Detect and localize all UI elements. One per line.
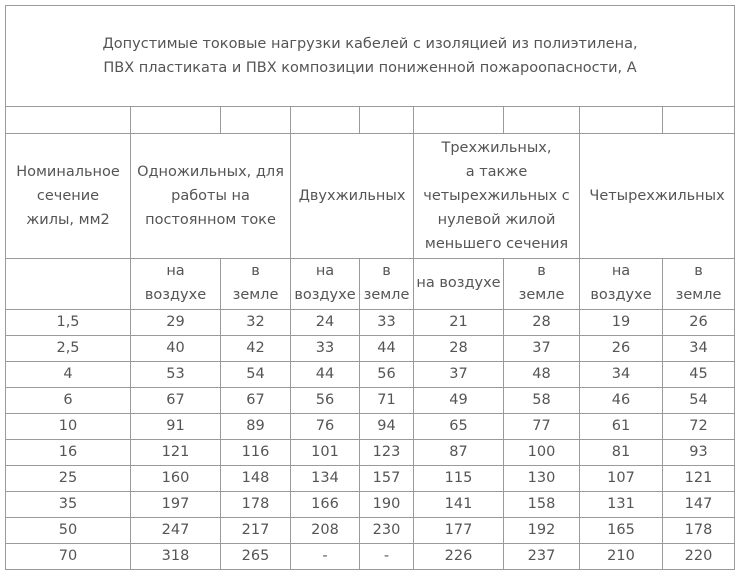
section-cell: 1,5 bbox=[6, 310, 131, 336]
value-cell: 197 bbox=[131, 492, 221, 518]
value-cell: 72 bbox=[663, 414, 735, 440]
table-row bbox=[6, 492, 735, 518]
subheader-empty bbox=[6, 259, 131, 310]
section-cell: 50 bbox=[6, 518, 131, 544]
value-cell: 94 bbox=[360, 414, 414, 440]
value-cell: 134 bbox=[291, 466, 360, 492]
table-title-line-2: ПВХ пластиката и ПВХ композиции пониженной пожароопасности, А bbox=[103, 60, 637, 76]
value-cell: 28 bbox=[504, 310, 580, 336]
value-cell: 237 bbox=[504, 544, 580, 570]
value-cell: 148 bbox=[221, 466, 291, 492]
subheader-row bbox=[6, 259, 735, 310]
value-cell: 34 bbox=[580, 362, 663, 388]
value-cell: 178 bbox=[663, 518, 735, 544]
value-cell: 157 bbox=[360, 466, 414, 492]
subheader-air: на воздухе bbox=[291, 259, 360, 310]
value-cell: 58 bbox=[504, 388, 580, 414]
value-cell: 40 bbox=[131, 336, 221, 362]
value-cell: 208 bbox=[291, 518, 360, 544]
value-cell: - bbox=[291, 544, 360, 570]
table-row bbox=[6, 310, 735, 336]
value-cell: 32 bbox=[221, 310, 291, 336]
value-cell: 93 bbox=[663, 440, 735, 466]
value-cell: 230 bbox=[360, 518, 414, 544]
value-cell: 147 bbox=[663, 492, 735, 518]
value-cell: 123 bbox=[360, 440, 414, 466]
value-cell: 61 bbox=[580, 414, 663, 440]
value-cell: 56 bbox=[360, 362, 414, 388]
value-cell: 33 bbox=[360, 310, 414, 336]
value-cell: 265 bbox=[221, 544, 291, 570]
value-cell: 71 bbox=[360, 388, 414, 414]
table-row bbox=[6, 466, 735, 492]
value-cell: 166 bbox=[291, 492, 360, 518]
empty-cell bbox=[221, 107, 291, 134]
value-cell: 33 bbox=[291, 336, 360, 362]
value-cell: 165 bbox=[580, 518, 663, 544]
value-cell: 26 bbox=[663, 310, 735, 336]
value-cell: 54 bbox=[663, 388, 735, 414]
value-cell: 48 bbox=[504, 362, 580, 388]
table-row bbox=[6, 362, 735, 388]
empty-cell bbox=[131, 107, 221, 134]
table-row bbox=[6, 544, 735, 570]
table-row bbox=[6, 388, 735, 414]
value-cell: 46 bbox=[580, 388, 663, 414]
value-cell: 81 bbox=[580, 440, 663, 466]
cable-table-container bbox=[5, 5, 735, 570]
value-cell: 53 bbox=[131, 362, 221, 388]
section-cell: 25 bbox=[6, 466, 131, 492]
value-cell: 29 bbox=[131, 310, 221, 336]
table-row bbox=[6, 336, 735, 362]
value-cell: 77 bbox=[504, 414, 580, 440]
empty-cell bbox=[504, 107, 580, 134]
value-cell: 91 bbox=[131, 414, 221, 440]
header-three-core: Трехжильных, а также четырехжильных с нулевой жилой меньшего сечения bbox=[414, 134, 580, 259]
header-section: Номинальное сечение жилы, мм2 bbox=[6, 134, 131, 259]
subheader-ground: в земле bbox=[360, 259, 414, 310]
value-cell: 34 bbox=[663, 336, 735, 362]
value-cell: 65 bbox=[414, 414, 504, 440]
section-cell: 4 bbox=[6, 362, 131, 388]
value-cell: 67 bbox=[221, 388, 291, 414]
subheader-air: на воздухе bbox=[580, 259, 663, 310]
value-cell: 131 bbox=[580, 492, 663, 518]
value-cell: 247 bbox=[131, 518, 221, 544]
value-cell: 67 bbox=[131, 388, 221, 414]
header-four-core: Четырехжильных bbox=[580, 134, 735, 259]
table-title-line-1: Допустимые токовые нагрузки кабелей с изоляцией из полиэтилена, bbox=[102, 36, 638, 52]
cable-current-table bbox=[5, 5, 735, 570]
value-cell: 226 bbox=[414, 544, 504, 570]
value-cell: 116 bbox=[221, 440, 291, 466]
empty-cell bbox=[663, 107, 735, 134]
section-cell: 35 bbox=[6, 492, 131, 518]
value-cell: 177 bbox=[414, 518, 504, 544]
value-cell: 45 bbox=[663, 362, 735, 388]
value-cell: 141 bbox=[414, 492, 504, 518]
value-cell: - bbox=[360, 544, 414, 570]
empty-cell bbox=[6, 107, 131, 134]
table-row bbox=[6, 414, 735, 440]
empty-cell bbox=[414, 107, 504, 134]
value-cell: 130 bbox=[504, 466, 580, 492]
empty-cell bbox=[291, 107, 360, 134]
value-cell: 220 bbox=[663, 544, 735, 570]
value-cell: 24 bbox=[291, 310, 360, 336]
value-cell: 76 bbox=[291, 414, 360, 440]
value-cell: 37 bbox=[414, 362, 504, 388]
value-cell: 121 bbox=[663, 466, 735, 492]
value-cell: 115 bbox=[414, 466, 504, 492]
section-cell: 16 bbox=[6, 440, 131, 466]
value-cell: 190 bbox=[360, 492, 414, 518]
section-cell: 10 bbox=[6, 414, 131, 440]
value-cell: 158 bbox=[504, 492, 580, 518]
value-cell: 44 bbox=[291, 362, 360, 388]
empty-cell bbox=[580, 107, 663, 134]
value-cell: 28 bbox=[414, 336, 504, 362]
value-cell: 178 bbox=[221, 492, 291, 518]
section-cell: 2,5 bbox=[6, 336, 131, 362]
value-cell: 101 bbox=[291, 440, 360, 466]
value-cell: 49 bbox=[414, 388, 504, 414]
value-cell: 217 bbox=[221, 518, 291, 544]
empty-row bbox=[6, 107, 735, 134]
header-two-core: Двухжильных bbox=[291, 134, 414, 259]
value-cell: 56 bbox=[291, 388, 360, 414]
subheader-ground: в земле bbox=[221, 259, 291, 310]
value-cell: 37 bbox=[504, 336, 580, 362]
value-cell: 210 bbox=[580, 544, 663, 570]
value-cell: 54 bbox=[221, 362, 291, 388]
subheader-ground: в земле bbox=[663, 259, 735, 310]
value-cell: 318 bbox=[131, 544, 221, 570]
subheader-ground: в земле bbox=[504, 259, 580, 310]
subheader-air: на воздухе bbox=[131, 259, 221, 310]
value-cell: 107 bbox=[580, 466, 663, 492]
value-cell: 89 bbox=[221, 414, 291, 440]
value-cell: 44 bbox=[360, 336, 414, 362]
value-cell: 192 bbox=[504, 518, 580, 544]
table-row bbox=[6, 440, 735, 466]
subheader-air-inline: на воздухе bbox=[414, 259, 504, 310]
value-cell: 100 bbox=[504, 440, 580, 466]
value-cell: 160 bbox=[131, 466, 221, 492]
value-cell: 21 bbox=[414, 310, 504, 336]
empty-cell bbox=[360, 107, 414, 134]
table-body bbox=[6, 310, 735, 570]
value-cell: 121 bbox=[131, 440, 221, 466]
value-cell: 87 bbox=[414, 440, 504, 466]
section-cell: 6 bbox=[6, 388, 131, 414]
table-title bbox=[6, 6, 735, 107]
table-row bbox=[6, 518, 735, 544]
section-cell: 70 bbox=[6, 544, 131, 570]
value-cell: 19 bbox=[580, 310, 663, 336]
header-row bbox=[6, 134, 735, 259]
value-cell: 42 bbox=[221, 336, 291, 362]
header-single-core: Одножильных, для работы на постоянном токе bbox=[131, 134, 291, 259]
value-cell: 26 bbox=[580, 336, 663, 362]
